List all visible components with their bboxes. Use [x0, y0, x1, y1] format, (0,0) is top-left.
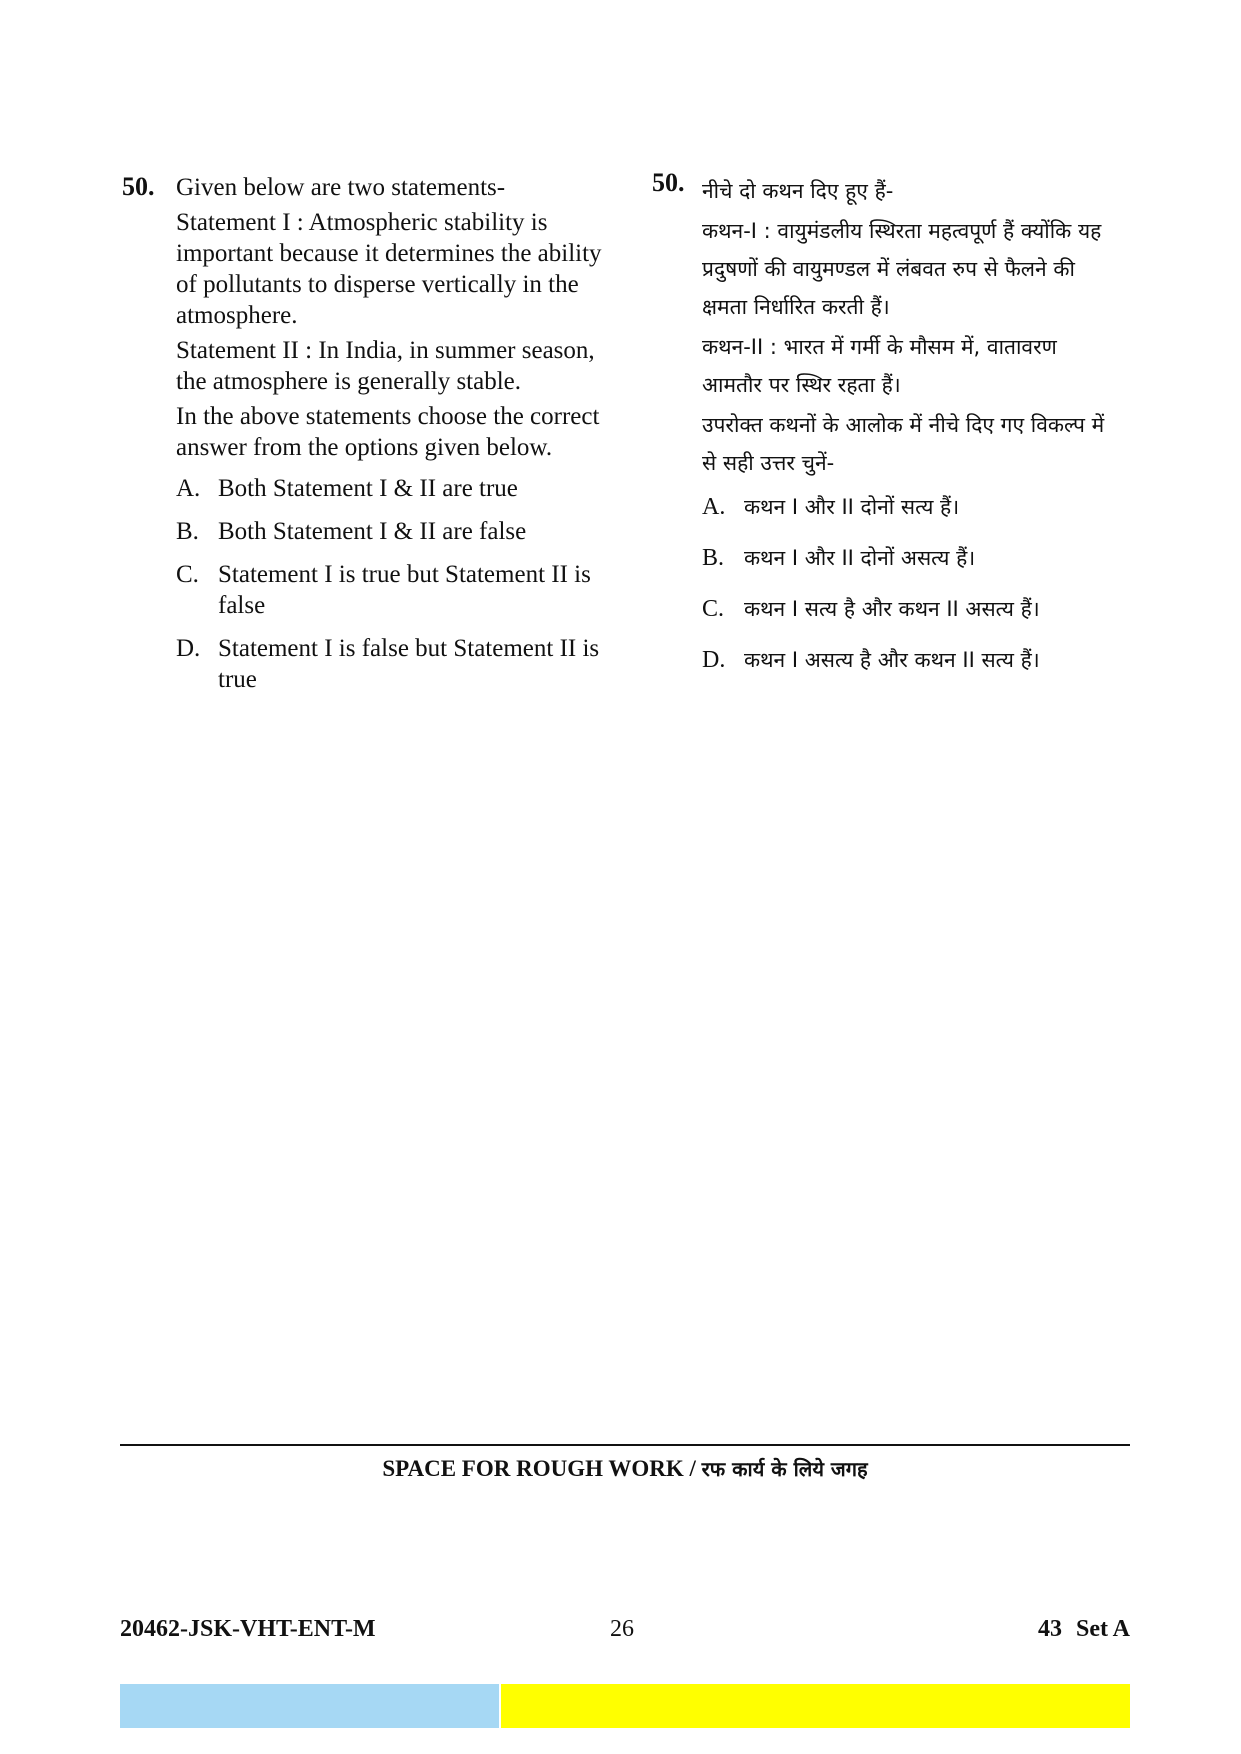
paper-code: 20462-JSK-VHT-ENT-M [120, 1616, 376, 1642]
question-body [176, 172, 612, 695]
option-letter: D. [176, 635, 201, 662]
option-letter: D. [702, 647, 726, 673]
statement-2: Statement II : In India, in summer season, the atmosphere is generally stable. [176, 337, 595, 395]
color-bar-blue [120, 1684, 499, 1728]
option-b [176, 516, 612, 547]
option-text: कथन I और II दोनों असत्य हैं। [744, 546, 976, 570]
question-number: 50. [652, 168, 685, 197]
option-text: Both Statement I & II are true [218, 475, 518, 502]
option-c [176, 559, 612, 621]
statement-1: कथन-I : वायुमंडलीय स्थिरता महत्वपूर्ण हैं क्योंकि यह प्रदुषणों की वायुमण्डल में लंबवत रुप से फैलने की क्षमता निर्धारित करती हैं। [702, 219, 1102, 319]
question-hindi [652, 168, 1122, 692]
option-text: Statement I is true but Statement II is false [218, 561, 591, 619]
question-instruction: In the above statements choose the correct answer from the options given below. [176, 403, 600, 461]
option-letter: B. [702, 545, 725, 571]
option-text: Both Statement I & II are false [218, 518, 527, 545]
option-text: कथन I और II दोनों सत्य हैं। [744, 495, 960, 519]
options-list [176, 473, 612, 695]
option-text: कथन I सत्य है और कथन II असत्य हैं। [744, 597, 1040, 621]
option-d [176, 633, 612, 695]
set-name: Set A [1076, 1616, 1130, 1642]
question-number: 50. [122, 172, 155, 201]
option-a [702, 488, 1122, 526]
question-english [122, 172, 612, 707]
question-intro: Given below are two statements- [176, 174, 506, 201]
statement-1: Statement I : Atmospheric stability is important because it determines the ability of pollutants to disperse vertically in the atmosphere. [176, 209, 602, 329]
options-list [702, 488, 1122, 679]
set-label [1038, 1616, 1130, 1643]
option-b [702, 539, 1122, 577]
question-body [702, 172, 1122, 679]
color-bar-yellow [501, 1684, 1130, 1728]
statement-2: कथन-II : भारत में गर्मी के मौसम में, वातावरण आमतौर पर स्थिर रहता हैं। [702, 335, 1057, 397]
option-letter: C. [702, 596, 725, 622]
question-instruction: उपरोक्त कथनों के आलोक में नीचे दिए गए विकल्प में से सही उत्तर चुनें- [702, 413, 1105, 475]
option-letter: C. [176, 561, 199, 588]
option-letter: B. [176, 518, 199, 545]
option-letter: A. [176, 475, 201, 502]
option-c [702, 590, 1122, 628]
page-number: 26 [610, 1616, 634, 1642]
option-text: कथन I असत्य है और कथन II सत्य हैं। [744, 648, 1040, 672]
set-number: 43 [1038, 1616, 1062, 1642]
option-letter: A. [702, 494, 726, 520]
option-text: Statement I is false but Statement II is true [218, 635, 600, 693]
rough-work-label-hindi: रफ कार्य के लिये जगह [701, 1457, 868, 1481]
question-intro: नीचे दो कथन दिए हूए हैं- [702, 179, 894, 203]
option-d [702, 641, 1122, 679]
rough-work-label-english: SPACE FOR ROUGH WORK / [382, 1456, 702, 1481]
rough-work-divider [120, 1444, 1130, 1446]
rough-work-label [120, 1454, 1130, 1484]
option-a [176, 473, 612, 504]
